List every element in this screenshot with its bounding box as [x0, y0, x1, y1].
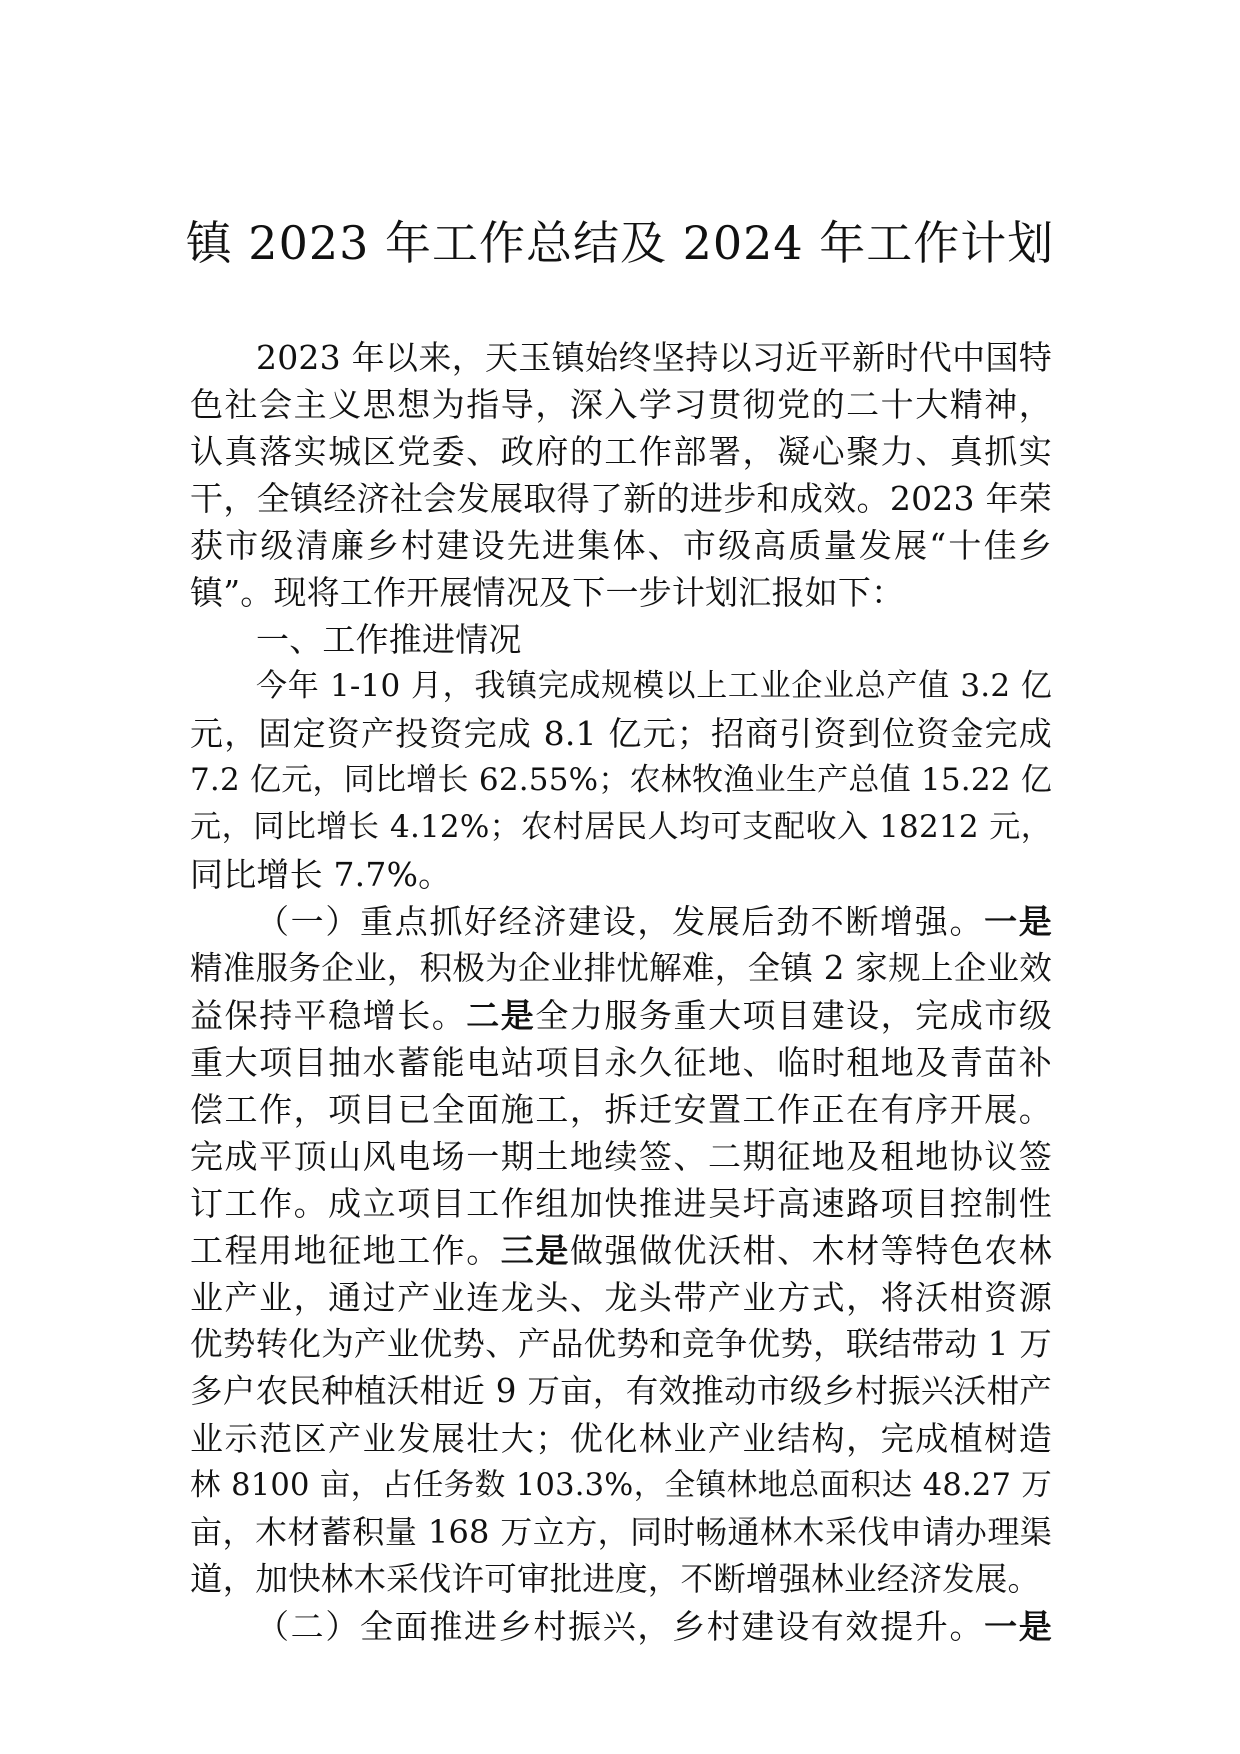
para3-line-13: 林 8100 亩，占任务数 103.3%，全镇林地总面积达 48.27 万: [190, 1468, 1052, 1503]
para3-line-8-text-a: 工程用地征地工作。: [190, 1231, 501, 1270]
para2-line-1: 今年 1-10 月，我镇完成规模以上工业企业总产值 3.2 亿: [256, 668, 1052, 704]
section-heading: 一、工作推进情况: [256, 620, 522, 659]
para3-line-5: 偿工作，项目已全面施工，拆迁安置工作正在有序开展。: [190, 1090, 1052, 1129]
para1-line-5: 获市级清廉乡村建设先进集体、市级高质量发展“十佳乡: [190, 526, 1052, 565]
para3-line-12: 业示范区产业发展壮大；优化林业产业结构，完成植树造: [190, 1419, 1052, 1458]
para4-line-1: [190, 1603, 1052, 1650]
para3-line-7: 订工作。成立项目工作组加快推进吴圩高速路项目控制性: [190, 1184, 1052, 1223]
para2-line-2: 元，固定资产投资完成 8.1 亿元；招商引资到位资金完成: [190, 714, 1052, 753]
para3-line-9: 业产业，通过产业连龙头、龙头带产业方式，将沃柑资源: [190, 1278, 1052, 1317]
para3-line-3-text-a: 益保持平稳增长。: [190, 996, 467, 1035]
para3-line-1: [190, 898, 1052, 945]
para1-line-2: 色社会主义思想为指导，深入学习贯彻党的二十大精神，: [190, 385, 1052, 424]
para3-line-4: 重大项目抽水蓄能电站项目永久征地、临时租地及青苗补: [190, 1043, 1052, 1082]
para3-line-2: 精准服务企业，积极为企业排忧解难，全镇 2 家规上企业效: [190, 949, 1052, 987]
para1-line-1: 2023 年以来，天玉镇始终坚持以习近平新时代中国特: [256, 338, 1052, 377]
para3-line-15: 道，加快林木采伐许可审批进度，不断增强林业经济发展。: [190, 1560, 1041, 1598]
para3-line-3: [190, 992, 1052, 1039]
para2-line-3: 7.2 亿元，同比增长 62.55%；农林牧渔业生产总值 15.22 亿: [190, 762, 1052, 798]
para2-line-5: 同比增长 7.7%。: [190, 855, 452, 894]
para1-line-4: 干，全镇经济社会发展取得了新的进步和成效。2023 年荣: [190, 479, 1052, 518]
para3-line-1-text: （一）重点抓好经济建设，发展后劲不断增强。: [256, 902, 985, 941]
para3-line-14: 亩，木材蓄积量 168 万立方，同时畅通林木采伐申请办理渠: [190, 1513, 1052, 1551]
para4-marker-1: 一是: [984, 1607, 1052, 1646]
para3-line-6: 完成平顶山风电场一期土地续签、二期征地及租地协议签: [190, 1137, 1052, 1176]
para1-line-3: 认真落实城区党委、政府的工作部署，凝心聚力、真抓实: [190, 432, 1052, 471]
document-title: 镇 2023 年工作总结及 2024 年工作计划: [185, 216, 1055, 270]
para3-line-8: [190, 1227, 1052, 1274]
para3-line-10: 优势转化为产业优势、产品优势和竞争优势，联结带动 1 万: [190, 1325, 1052, 1363]
para4-line-1-text: （二）全面推进乡村振兴，乡村建设有效提升。: [256, 1607, 985, 1646]
para1-line-6: 镇”。现将工作开展情况及下一步计划汇报如下：: [190, 573, 905, 612]
document-body: [190, 334, 1052, 1650]
para3-line-3-text-b: 全力服务重大项目建设，完成市级: [535, 996, 1053, 1035]
para3-marker-1: 一是: [984, 902, 1052, 941]
para3-marker-2: 二是: [466, 996, 536, 1035]
para2-line-4: 元，同比增长 4.12%；农村居民人均可支配收入 18212 元，: [190, 809, 1052, 845]
para3-line-11: 多户农民种植沃柑近 9 万亩，有效推动市级乡村振兴沃柑产: [190, 1372, 1052, 1410]
para3-line-8-text-b: 做强做优沃柑、木材等特色农林: [569, 1231, 1052, 1270]
para3-marker-3: 三是: [500, 1231, 570, 1270]
